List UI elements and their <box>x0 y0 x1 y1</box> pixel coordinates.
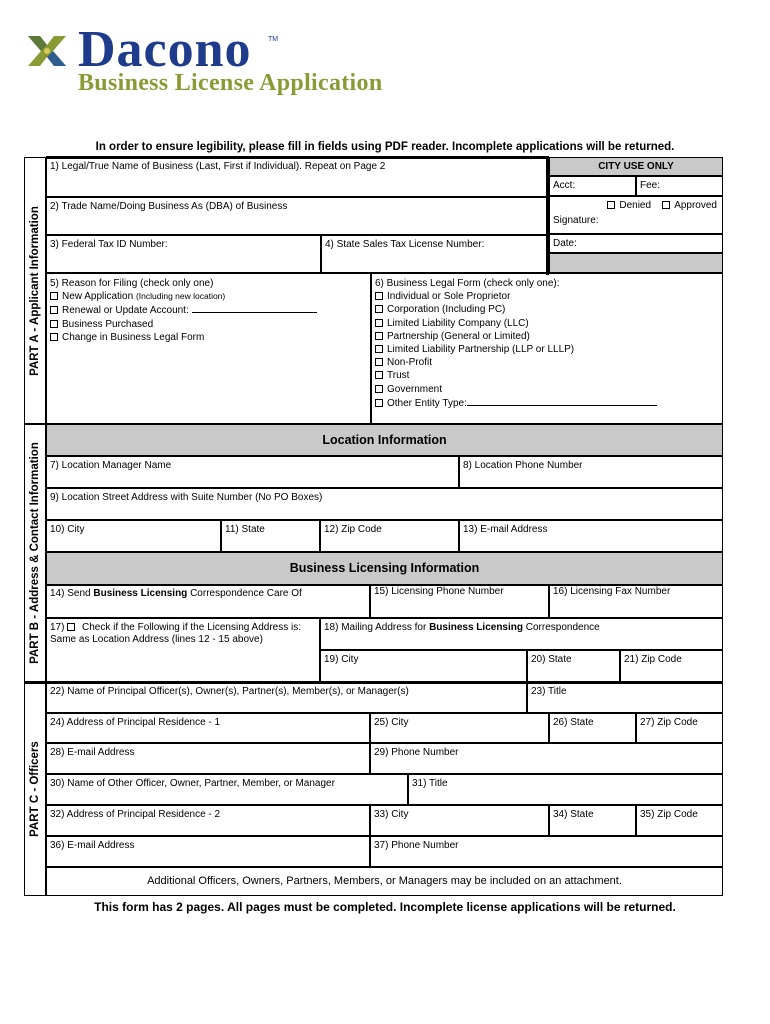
part-c-label: PART C - Officers <box>24 682 46 896</box>
location-email-field[interactable]: 13) E-mail Address <box>459 520 723 552</box>
officer-2-phone-field[interactable]: 37) Phone Number <box>370 836 723 867</box>
legal-form-title: 6) Business Legal Form (check only one): <box>375 278 560 289</box>
legal-name-field[interactable]: 1) Legal/True Name of Business (Last, First if Individual). Repeat on Page 2 <box>46 157 549 197</box>
form-subtitle: Business License Application <box>78 70 383 96</box>
denied-checkbox[interactable] <box>607 201 615 209</box>
location-city-field[interactable]: 10) City <box>46 520 221 552</box>
fee-field[interactable]: Fee: <box>636 176 723 196</box>
officer-1-email-field[interactable]: 28) E-mail Address <box>46 743 370 774</box>
mailing-city-field[interactable]: 19) City <box>320 650 527 682</box>
part-a-label: PART A - Applicant Information <box>24 157 46 424</box>
same-address-checkbox[interactable] <box>67 623 75 631</box>
legal-form-option[interactable]: Government <box>375 383 719 396</box>
licensing-phone-field[interactable]: 15) Licensing Phone Number <box>370 585 549 618</box>
legal-form-option[interactable]: Corporation (Including PC) <box>375 303 719 316</box>
location-manager-field[interactable]: 7) Location Manager Name <box>46 456 459 488</box>
other-officer-name-field[interactable]: 30) Name of Other Officer, Owner, Partner, Member, or Manager <box>46 774 408 805</box>
city-use-header: CITY USE ONLY <box>549 157 723 176</box>
legal-form-option[interactable]: Other Entity Type: <box>375 396 719 410</box>
reason-for-filing-block <box>46 273 371 424</box>
residence-1-city-field[interactable]: 25) City <box>370 713 549 743</box>
decision-signature-field[interactable]: Denied Approved Signature: <box>549 196 723 234</box>
legal-form-option[interactable]: Individual or Sole Proprietor <box>375 290 719 303</box>
mailing-address-field[interactable]: 18) Mailing Address for Business Licensing Correspondence <box>320 618 723 650</box>
residence-2-state-field[interactable]: 34) State <box>549 805 636 836</box>
trademark: TM <box>268 36 279 43</box>
legal-form-option[interactable]: Limited Liability Partnership (LLP or LLLP) <box>375 343 719 356</box>
part-c-rule <box>24 681 723 684</box>
state-sales-tax-field[interactable]: 4) State Sales Tax License Number: <box>321 235 549 273</box>
top-rule <box>46 156 549 159</box>
federal-tax-id-field[interactable]: 3) Federal Tax ID Number: <box>46 235 321 273</box>
reason-title: 5) Reason for Filing (check only one) <box>50 278 214 289</box>
reason-option[interactable]: Business Purchased <box>50 318 367 331</box>
signature-label: Signature: <box>553 215 599 226</box>
residence-1-address-field[interactable]: 24) Address of Principal Residence - 1 <box>46 713 370 743</box>
acct-field[interactable]: Acct: <box>549 176 636 196</box>
location-phone-field[interactable]: 8) Location Phone Number <box>459 456 723 488</box>
residence-1-state-field[interactable]: 26) State <box>549 713 636 743</box>
same-address-checkbox-field[interactable]: 17) Check if the Following if the Licensing Address is: Same as Location Address (lines 12 - 15 above) <box>46 618 320 682</box>
reason-option[interactable]: New Application (Including new location) <box>50 290 367 303</box>
part-b-label: PART B - Address & Contact Information <box>24 424 46 682</box>
location-street-field[interactable]: 9) Location Street Address with Suite Number (No PO Boxes) <box>46 488 723 520</box>
city-use-divider <box>546 156 549 275</box>
location-zip-field[interactable]: 12) Zip Code <box>320 520 459 552</box>
instructions: In order to ensure legibility, please fill in fields using PDF reader. Incomplete applications will be returned. <box>95 141 675 153</box>
reason-option[interactable]: Change in Business Legal Form <box>50 331 367 344</box>
principal-title-field[interactable]: 23) Title <box>527 682 723 713</box>
location-info-header: Location Information <box>46 424 723 456</box>
city-use-gray-bar <box>549 253 723 273</box>
reason-option[interactable]: Renewal or Update Account: <box>50 303 367 317</box>
legal-form-option[interactable]: Limited Liability Company (LLC) <box>375 317 719 330</box>
licensing-fax-field[interactable]: 16) Licensing Fax Number <box>549 585 723 618</box>
dacono-logo-icon <box>24 32 70 70</box>
legal-form-block <box>371 273 723 424</box>
brand-name: Dacono <box>78 21 252 78</box>
attachment-note: Additional Officers, Owners, Partners, Members, or Managers may be included on an attachment. <box>46 867 723 896</box>
care-of-field[interactable]: 14) Send Business Licensing Correspondence Care Of <box>46 585 370 618</box>
officer-2-email-field[interactable]: 36) E-mail Address <box>46 836 370 867</box>
legal-form-option[interactable]: Non-Profit <box>375 356 719 369</box>
other-officer-title-field[interactable]: 31) Title <box>408 774 723 805</box>
trade-name-field[interactable]: 2) Trade Name/Doing Business As (DBA) of Business <box>46 197 549 235</box>
location-state-field[interactable]: 11) State <box>221 520 320 552</box>
residence-2-city-field[interactable]: 33) City <box>370 805 549 836</box>
residence-1-zip-field[interactable]: 27) Zip Code <box>636 713 723 743</box>
principal-officer-name-field[interactable]: 22) Name of Principal Officer(s), Owner(s), Partner(s), Member(s), or Manager(s) <box>46 682 527 713</box>
mailing-zip-field[interactable]: 21) Zip Code <box>620 650 723 682</box>
residence-2-address-field[interactable]: 32) Address of Principal Residence - 2 <box>46 805 370 836</box>
residence-2-zip-field[interactable]: 35) Zip Code <box>636 805 723 836</box>
mailing-state-field[interactable]: 20) State <box>527 650 620 682</box>
approved-checkbox[interactable] <box>662 201 670 209</box>
licensing-info-header: Business Licensing Information <box>46 552 723 585</box>
officer-1-phone-field[interactable]: 29) Phone Number <box>370 743 723 774</box>
legal-form-option[interactable]: Trust <box>375 369 719 382</box>
date-field[interactable]: Date: <box>549 234 723 253</box>
footer-notice: This form has 2 pages. All pages must be completed. Incomplete license applications will be returned. <box>94 900 676 914</box>
legal-form-option[interactable]: Partnership (General or Limited) <box>375 330 719 343</box>
